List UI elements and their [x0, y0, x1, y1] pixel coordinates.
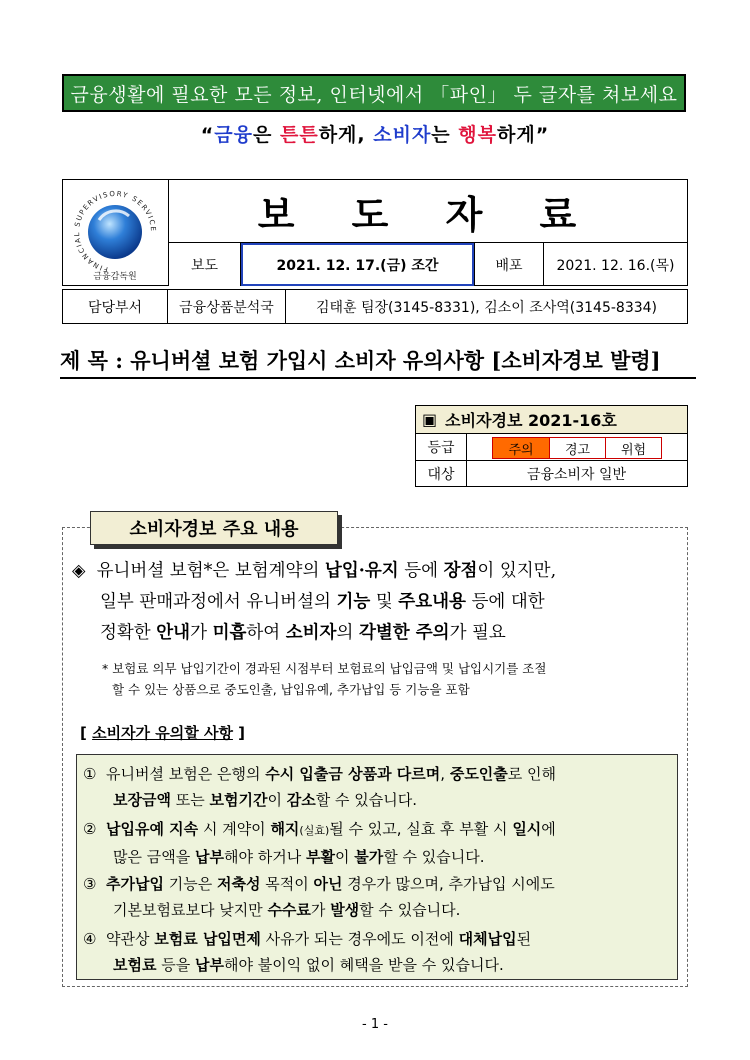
text-run: 보장금액 — [113, 791, 171, 809]
text-run: 유니버셜 보험*은 보험계약의 — [96, 561, 325, 581]
note-line — [83, 761, 673, 787]
text-run: 이 — [267, 791, 287, 809]
section-tag — [90, 511, 338, 545]
text-run: 또는 — [170, 791, 210, 809]
text-run: 될 수 있고, 실효 후 부활 시 — [329, 820, 513, 838]
note-line — [83, 926, 673, 952]
consumer-notes-box — [76, 754, 678, 980]
target-value: 금융소비자 일반 — [526, 467, 627, 483]
alert-header — [416, 406, 687, 434]
slogan-word: 튼튼 — [279, 124, 319, 146]
text-run: 해야 불이익 없이 혜택을 받을 수 있습니다. — [224, 956, 504, 974]
circled-number: ① — [83, 765, 97, 783]
text-run: 가 — [190, 623, 213, 643]
slogan-quote-close: ” — [535, 124, 550, 146]
text-run: 등에 대한 — [465, 592, 545, 612]
text-run: 각별한 주의 — [358, 623, 450, 643]
text-run: 목적이 — [260, 875, 314, 893]
slogan-word: 은 — [252, 124, 280, 146]
text-run: 납부 — [195, 848, 224, 866]
key-point-line — [72, 618, 684, 649]
report-date: 2021. 12. 17.(금) 조간 — [241, 243, 474, 286]
text-run: 사유가 되는 경우에도 이전에 — [260, 930, 459, 948]
slogan-word: 하게, — [318, 124, 374, 146]
text-run: 불가 — [354, 848, 384, 866]
text-run: 등을 — [156, 956, 196, 974]
notes-title-text: 소비자가 유의할 사항 — [92, 724, 233, 742]
text-run: 경우가 많으며, 추가납입 시에도 — [342, 875, 555, 893]
bracket-close: ] — [232, 724, 246, 742]
press-release-header — [62, 179, 688, 286]
circled-number: ③ — [83, 875, 97, 893]
text-run: 로 인해 — [507, 765, 557, 783]
note-line — [83, 952, 673, 978]
department-row — [62, 289, 688, 324]
note-item — [83, 761, 673, 813]
subject-text: 제 목 : 유니버셜 보험 가입시 소비자 유의사항 [소비자경보 발령] — [60, 348, 661, 373]
text-run: 추가납입 — [106, 875, 164, 893]
target-label: 대상 — [416, 461, 467, 487]
text-run: 장점 — [443, 561, 478, 581]
alert-target-row — [416, 461, 687, 487]
department-contacts: 김태훈 팀장(3145-8331), 김소이 조사역(3145-8334) — [315, 299, 658, 316]
text-run: 납부 — [195, 956, 224, 974]
text-run: 이 있지만, — [477, 561, 557, 581]
text-run: 일시 — [512, 820, 542, 838]
text-run: 및 — [370, 592, 399, 612]
slogan — [0, 120, 750, 147]
text-run: 할 수 있습니다. — [383, 848, 485, 866]
slogan-word: 는 — [431, 124, 459, 146]
slogan-word: 하게 — [497, 124, 536, 146]
department-name: 금융상품분석국 — [168, 290, 286, 323]
text-run: 가 — [310, 901, 331, 919]
level-caution: 주의 — [493, 438, 549, 458]
distribute-label: 배포 — [474, 243, 544, 286]
note-line — [83, 897, 673, 923]
text-run: 기본보험료보다 낮지만 — [113, 901, 268, 919]
text-run: 미흡 — [212, 623, 247, 643]
page-number: - 1 - — [362, 1017, 388, 1032]
grade-levels — [492, 437, 662, 459]
text-run: 보험료 납입면제 — [154, 930, 261, 948]
section-tag-text: 소비자경보 주요 내용 — [129, 519, 299, 540]
text-run: 수수료 — [267, 901, 311, 919]
text-run: 약관상 — [106, 930, 155, 948]
logo-cell — [63, 180, 169, 285]
text-run: 의 — [336, 623, 359, 643]
text-run: 이 — [334, 848, 355, 866]
text-run: 수시 입출금 상품과 다르며 — [265, 765, 441, 783]
alert-grade-row — [416, 434, 687, 461]
square-marker-icon: ▣ — [422, 410, 438, 429]
text-run: 할 수 있습니다. — [359, 901, 461, 919]
bracket-open: [ — [80, 724, 93, 742]
banner-text: 금융생활에 필요한 모든 정보, 인터넷에서 「파인」 두 글자를 쳐보세요 — [70, 83, 678, 106]
text-run: 하여 — [246, 623, 286, 643]
text-run: 많은 금액을 — [113, 848, 195, 866]
text-run: 납입유예 지속 — [106, 820, 199, 838]
text-run: 된 — [516, 930, 532, 948]
department-label: 담당부서 — [63, 290, 168, 323]
consumer-alert-box — [415, 405, 688, 487]
note-line — [83, 871, 673, 897]
text-run: 해지 — [270, 820, 300, 838]
text-run: (실효) — [299, 824, 330, 837]
text-run: 해야 하거나 — [223, 848, 306, 866]
text-run: 가 필요 — [449, 623, 506, 643]
text-run: 유니버셜 보험은 은행의 — [106, 765, 266, 783]
footnote-line: 할 수 있는 상품으로 중도인출, 납입유예, 추가납입 등 기능을 포함 — [112, 682, 470, 697]
level-danger: 위험 — [605, 438, 661, 458]
footnote — [102, 658, 682, 700]
document-title: 보 도 자 료 — [257, 191, 599, 237]
key-point-line — [72, 556, 684, 587]
text-run: 정확한 — [100, 623, 157, 643]
diamond-bullet-icon: ◈ — [72, 561, 86, 581]
consumer-notes-title — [80, 722, 245, 743]
text-run: 중도인출 — [449, 765, 508, 783]
alert-title: 소비자경보 2021-16호 — [445, 411, 617, 430]
slogan-word: 소비자 — [373, 124, 432, 146]
distribute-date: 2021. 12. 16.(목) — [556, 257, 675, 274]
logo-org-name: 금융감독원 — [93, 272, 137, 282]
text-run: 보험료 — [113, 956, 157, 974]
date-row — [169, 242, 687, 286]
text-run: 시 계약이 — [198, 820, 271, 838]
text-run: , — [440, 765, 450, 783]
text-run: 일부 판매과정에서 유니버셜의 — [100, 592, 337, 612]
circled-number: ② — [83, 820, 97, 838]
text-run: 보험기간 — [209, 791, 268, 809]
level-warning: 경고 — [549, 438, 605, 458]
note-item — [83, 816, 673, 870]
subject-line — [60, 343, 696, 379]
text-run: 아닌 — [313, 875, 343, 893]
logo-ring-text: FINANCIAL SUPERVISORY SERVICE — [72, 189, 158, 274]
note-line — [83, 844, 673, 870]
fss-logo-icon — [63, 180, 168, 285]
note-line — [83, 787, 673, 813]
text-run: 저축성 — [216, 875, 261, 893]
slogan-word: 행복 — [458, 124, 497, 146]
text-run: 할 수 있습니다. — [315, 791, 417, 809]
key-point — [72, 556, 684, 649]
text-run: 안내 — [156, 623, 191, 643]
text-run: 에 — [541, 820, 556, 838]
text-run: 부활 — [305, 848, 335, 866]
slogan-word: 금융 — [214, 124, 253, 146]
report-label: 보도 — [169, 243, 241, 286]
grade-label: 등급 — [416, 434, 467, 460]
text-run: 소비자 — [285, 623, 337, 643]
note-item — [83, 871, 673, 923]
text-run: 등에 — [398, 561, 444, 581]
note-line — [83, 816, 673, 844]
circled-number: ④ — [83, 930, 97, 948]
text-run: 대체납입 — [458, 930, 517, 948]
key-point-line — [72, 587, 684, 618]
text-run: 발생 — [330, 901, 360, 919]
slogan-quote-open: “ — [200, 124, 215, 146]
note-item — [83, 926, 673, 978]
text-run: 감소 — [286, 791, 316, 809]
text-run: 기능은 — [163, 875, 217, 893]
footnote-line: * 보험료 의무 납입기간이 경과된 시점부터 보험료의 납입금액 및 납입시기를 조절 — [102, 661, 547, 676]
text-run: 기능 — [336, 592, 371, 612]
text-run: 주요내용 — [398, 592, 466, 612]
top-banner — [62, 74, 686, 112]
text-run: 납입·유지 — [324, 561, 399, 581]
